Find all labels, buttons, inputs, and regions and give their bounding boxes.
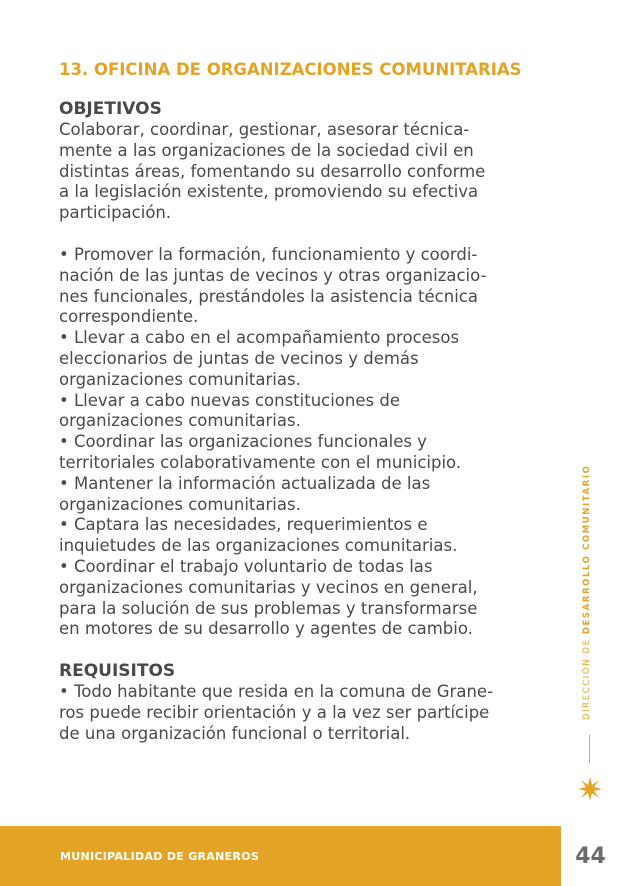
requisitos-list <box>59 682 559 744</box>
side-label-text <box>582 465 592 720</box>
objetivos-intro <box>59 120 559 224</box>
list-item: nación de las juntas de vecinos y otras organizacio- <box>59 265 487 285</box>
list-item: territoriales colaborativamente con el municipio. <box>59 452 462 472</box>
list-item: • Llevar a cabo en el acompañamiento procesos <box>59 328 460 348</box>
list-item: inquietudes de las organizaciones comunitarias. <box>59 536 458 556</box>
list-item: • Llevar a cabo nuevas constituciones de <box>59 390 400 410</box>
list-item: para la solución de sus problemas y transformarse <box>59 598 478 618</box>
side-label-prefix: DIRECCIÓN DE <box>582 634 592 720</box>
page-title: 13. OFICINA DE ORGANIZACIONES COMUNITARIAS <box>59 60 522 79</box>
list-item: eleccionarios de juntas de vecinos y demás <box>59 348 419 368</box>
list-item: • Mantener la información actualizada de las <box>59 473 431 493</box>
requisitos-heading: REQUISITOS <box>59 661 176 682</box>
side-divider <box>589 735 590 763</box>
list-item: en motores de su desarrollo y agentes de cambio. <box>59 619 473 639</box>
text-line: distintas áreas, fomentando su desarrollo conforme <box>59 161 486 181</box>
text-line: Colaborar, coordinar, gestionar, asesorar técnica- <box>59 120 470 139</box>
footer-bar <box>0 826 561 886</box>
list-item: organizaciones comunitarias. <box>59 411 301 431</box>
list-item: correspondiente. <box>59 307 199 327</box>
list-item: ros puede recibir orientación y a la vez ser partícipe <box>59 702 490 722</box>
list-item: • Coordinar las organizaciones funcionales y <box>59 432 427 452</box>
list-item: organizaciones comunitarias. <box>59 494 301 514</box>
list-item: • Captara las necesidades, requerimientos e <box>59 515 428 535</box>
list-item: nes funcionales, prestándoles la asistencia técnica <box>59 286 478 306</box>
text-line: participación. <box>59 203 172 223</box>
star-icon <box>577 776 603 802</box>
footer-label: MUNICIPALIDAD DE GRANEROS <box>60 850 260 863</box>
objetivos-heading: OBJETIVOS <box>59 99 162 119</box>
objetivos-bullet-list <box>59 245 559 640</box>
list-item: de una organización funcional o territorial. <box>59 723 411 743</box>
text-line: mente a las organizaciones de la sociedad civil en <box>59 140 474 160</box>
list-item: organizaciones comunitarias y vecinos en general, <box>59 577 478 597</box>
list-item: • Promover la formación, funcionamiento y coordi- <box>59 244 478 264</box>
page-number: 44 <box>575 843 606 869</box>
side-label-strong: DESARROLLO COMUNITARIO <box>582 464 592 635</box>
side-label <box>582 440 600 770</box>
page-content <box>59 60 559 745</box>
list-item: organizaciones comunitarias. <box>59 369 301 389</box>
list-item: • Todo habitante que resida en la comuna de Grane- <box>59 682 494 702</box>
text-line: a la legislación existente, promoviendo su efectiva <box>59 182 479 202</box>
list-item: • Coordinar el trabajo voluntario de todas las <box>59 556 433 576</box>
